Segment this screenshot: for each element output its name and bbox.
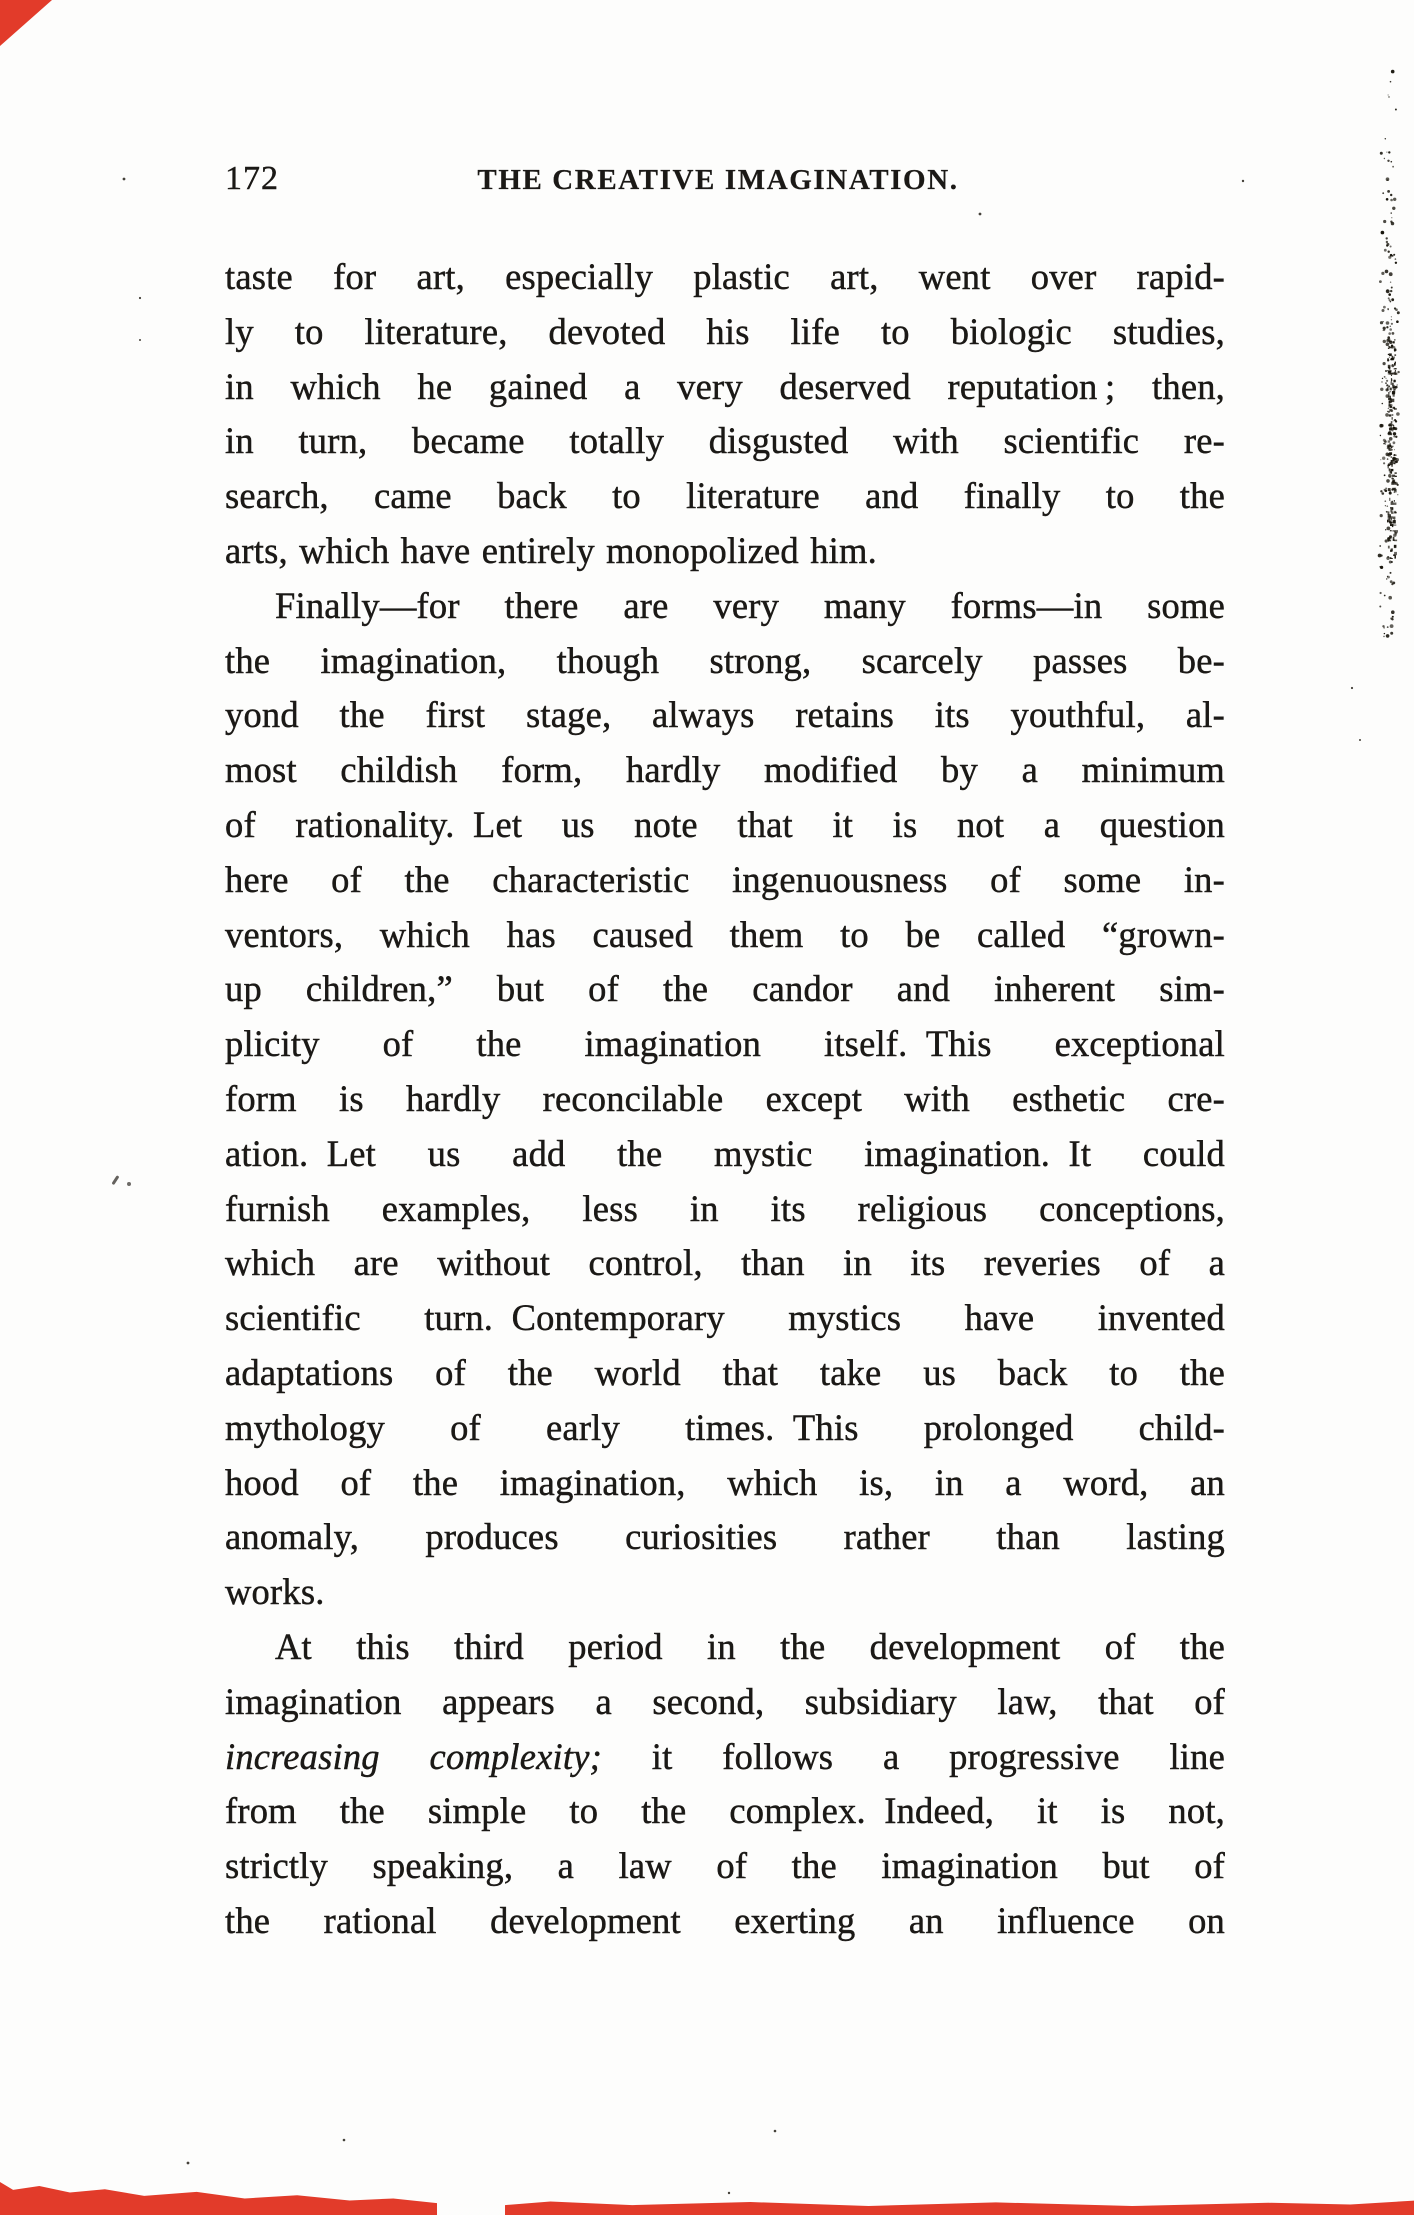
text-line: [225, 469, 1225, 524]
line-text: anomaly, produces curiosities rather than lasting: [225, 1516, 1225, 1558]
text-line: [225, 1894, 1225, 1949]
line-text: ventors, which has caused them to be called “grown-: [225, 913, 1225, 955]
text-line: [225, 688, 1225, 743]
text-line: [225, 360, 1225, 415]
running-title: THE CREATIVE IMAGINATION.: [477, 164, 959, 196]
text-line: [225, 1182, 1225, 1237]
text-line: [225, 414, 1225, 469]
line-text: arts, which have entirely monopolized him.: [225, 529, 877, 571]
line-text: ly to literature, devoted his life to biologic studies,: [225, 310, 1225, 352]
scan-artifact-top-left: [0, 0, 52, 46]
text-line: [225, 305, 1225, 360]
text-line: [225, 962, 1225, 1017]
text-line: [225, 1510, 1225, 1565]
italic-phrase: increasing complexity;: [225, 1735, 602, 1777]
line-text: here of the characteristic ingenuousness of some in-: [225, 858, 1225, 900]
text-line: [225, 1839, 1225, 1894]
text-line: [225, 1620, 1225, 1675]
page-number: 172: [225, 160, 279, 197]
text-line: [225, 524, 1225, 579]
line-text: mythology of early times. This prolonged child-: [225, 1406, 1225, 1448]
page-header: [225, 158, 1225, 200]
line-text: works.: [225, 1571, 325, 1613]
text-line: [225, 1730, 1225, 1785]
text-line: [225, 1401, 1225, 1456]
text-line: [225, 1565, 1225, 1620]
text-line: [225, 1675, 1225, 1730]
line-text: in turn, became totally disgusted with scientific re-: [225, 420, 1225, 462]
text-line: [225, 908, 1225, 963]
text-line: [225, 798, 1225, 853]
text-line: [225, 1291, 1225, 1346]
line-text: from the simple to the complex. Indeed, it is not,: [225, 1790, 1225, 1832]
text-line: [225, 634, 1225, 689]
text-line: [225, 579, 1225, 634]
text-line: [225, 1072, 1225, 1127]
line-text: taste for art, especially plastic art, went over rapid-: [225, 256, 1225, 297]
line-text: form is hardly reconcilable except with esthetic cre-: [225, 1077, 1225, 1119]
line-text: adaptations of the world that take us back to the: [225, 1351, 1225, 1393]
line-text: furnish examples, less in its religious conceptions,: [225, 1187, 1225, 1229]
line-text: the imagination, though strong, scarcely passes be-: [225, 639, 1225, 681]
line-text: Finally—for there are very many forms—in some: [275, 584, 1225, 626]
line-text: in which he gained a very deserved reputation ; then,: [225, 365, 1225, 407]
line-text: it follows a progressive line: [601, 1735, 1225, 1777]
text-line: [225, 853, 1225, 908]
text-line: [225, 1346, 1225, 1401]
text-line: [225, 743, 1225, 798]
line-text: which are without control, than in its reveries of a: [225, 1242, 1225, 1284]
line-text: strictly speaking, a law of the imagination but of: [225, 1845, 1225, 1887]
text-line: [225, 1784, 1225, 1839]
line-text: the rational development exerting an influence on: [225, 1899, 1225, 1941]
text-block: [225, 250, 1225, 1949]
line-text: of rationality. Let us note that it is not a question: [225, 803, 1225, 845]
line-text: plicity of the imagination itself. This exceptional: [225, 1023, 1225, 1065]
scan-artifact-bottom-left: [0, 2182, 437, 2215]
text-line: [225, 1017, 1225, 1072]
line-text: yond the first stage, always retains its youthful, al-: [225, 694, 1225, 736]
line-text: scientific turn. Contemporary mystics have invented: [225, 1297, 1225, 1339]
line-text: imagination appears a second, subsidiary law, that of: [225, 1680, 1225, 1722]
line-text: At this third period in the development of the: [275, 1625, 1225, 1667]
text-line: [225, 250, 1225, 305]
pencil-tick: [111, 1175, 119, 1185]
text-line: [225, 1236, 1225, 1291]
line-text: ation. Let us add the mystic imagination. It could: [225, 1132, 1225, 1174]
scan-artifact-bottom-right: [505, 2197, 1414, 2215]
line-text: search, came back to literature and finally to the: [225, 475, 1225, 517]
pencil-dot: [127, 1182, 131, 1186]
line-text: most childish form, hardly modified by a minimum: [225, 749, 1225, 791]
line-text: hood of the imagination, which is, in a word, an: [225, 1461, 1225, 1503]
pencil-margin-mark: [112, 1172, 138, 1192]
text-line: [225, 1456, 1225, 1511]
text-line: [225, 1127, 1225, 1182]
line-text: up children,” but of the candor and inherent sim-: [225, 968, 1225, 1010]
